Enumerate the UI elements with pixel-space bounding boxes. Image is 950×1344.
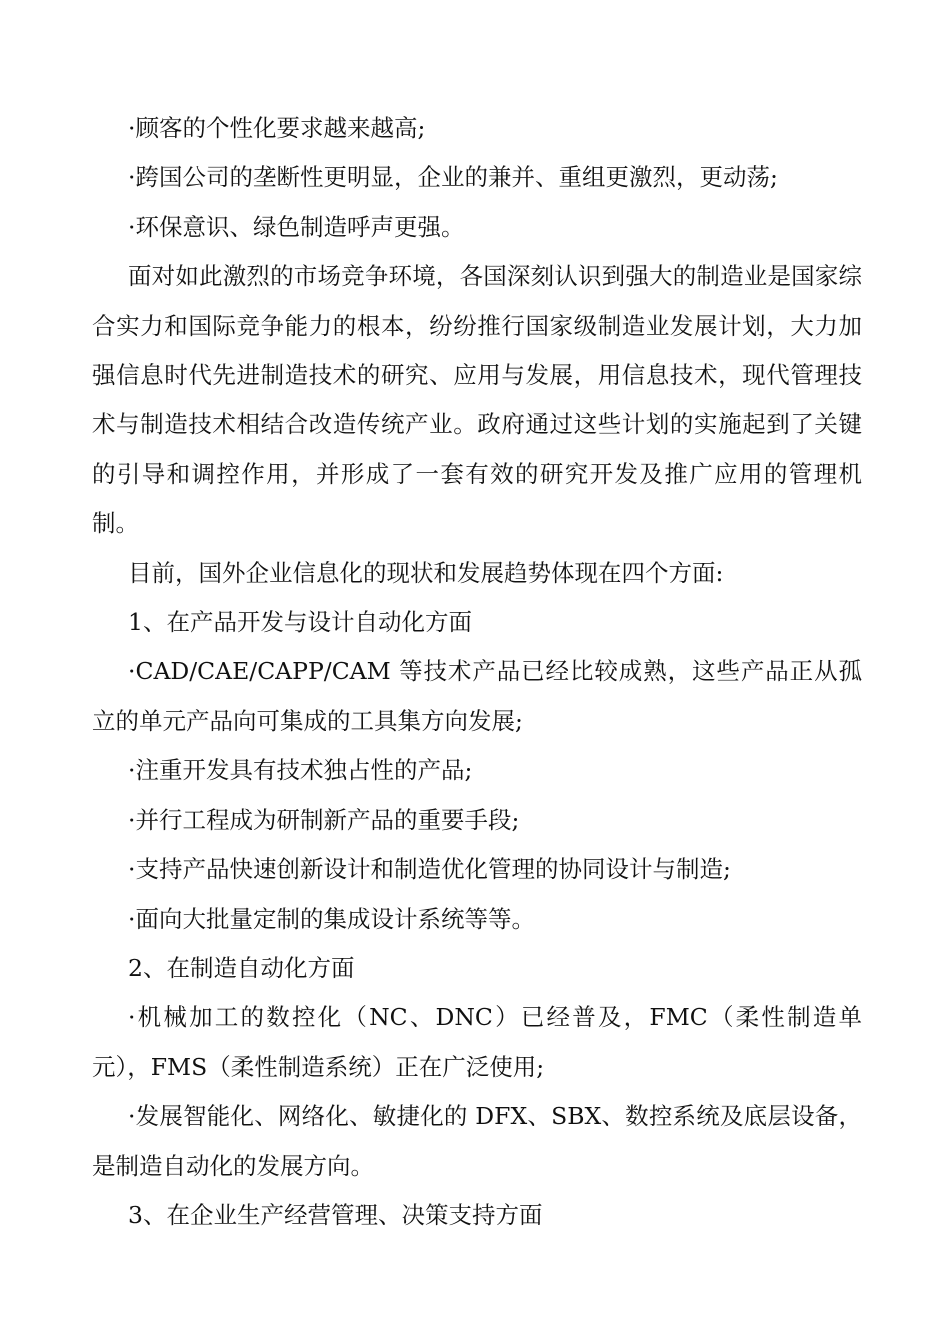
section-heading: 1、在产品开发与设计自动化方面 [128, 608, 472, 637]
section-heading: 3、在企业生产经营管理、决策支持方面 [128, 1200, 543, 1229]
bullet-paragraph: ·机械加工的数控化（NC、DNC）已经普及，FMC（柔性制造单元），FMS（柔性制造系统）正在广泛使用; [92, 1003, 862, 1081]
bullet-paragraph: ·顾客的个性化要求越来越高; [128, 114, 426, 142]
bullet-paragraph: ·发展智能化、网络化、敏捷化的 DFX、SBX、数控系统及底层设备，是制造自动化的发展方向。 [92, 1102, 862, 1180]
bullet-paragraph: ·CAD/CAE/CAPP/CAM 等技术产品已经比较成熟，这些产品正从孤立的单元产品向可集成的工具集方向发展; [92, 657, 862, 735]
body-paragraph: 目前，国外企业信息化的现状和发展趋势体现在四个方面: [128, 558, 724, 587]
bullet-paragraph: ·跨国公司的垄断性更明显，企业的兼并、重组更激烈，更动荡; [128, 163, 778, 192]
body-paragraph: 面对如此激烈的市场竞争环境，各国深刻认识到强大的制造业是国家综合实力和国际竞争能力的根本，纷纷推行国家级制造业发展计划，大力加强信息时代先进制造技术的研究、应用与发展，用信息技术，现代管理技术与制造技术相结合改造传统产业。政府通过这些计划的实施起到了关键的引导和调控作用，并形成了一套有效的研究开发及推广应用的管理机制。 [92, 262, 862, 538]
bullet-paragraph: ·环保意识、绿色制造呼声更强。 [128, 212, 465, 241]
bullet-paragraph: ·面向大批量定制的集成设计系统等等。 [128, 904, 535, 933]
bullet-paragraph: ·支持产品快速创新设计和制造优化管理的协同设计与制造; [128, 855, 731, 884]
bullet-paragraph: ·并行工程成为研制新产品的重要手段; [128, 805, 520, 834]
section-heading: 2、在制造自动化方面 [128, 953, 355, 982]
document-body [92, 104, 862, 1240]
bullet-paragraph: ·注重开发具有技术独占性的产品; [128, 756, 473, 785]
